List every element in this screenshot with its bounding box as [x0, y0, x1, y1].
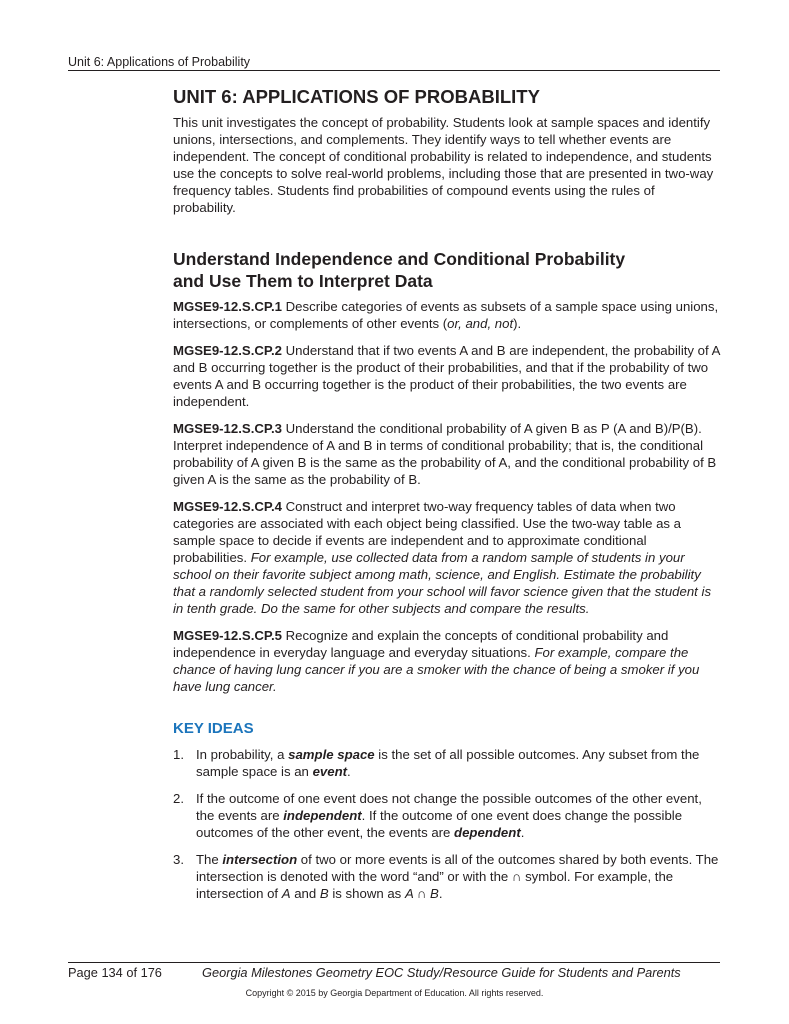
item-text: . — [438, 886, 443, 901]
item-number: 1. — [173, 747, 184, 762]
item-text: In probability, a — [196, 747, 289, 762]
footer-rule — [68, 962, 720, 963]
item-text: and — [290, 886, 320, 901]
item-text: of two or more events is all of the outcomes shared by both events. The intersection is denoted with the word “and” or with the ∩ symbol. For example, the intersection of — [196, 852, 719, 901]
intro-paragraph: This unit investigates the concept of probability. Students look at sample spaces and identify unions, intersections, and complements. They identify ways to tell whether events are independent. The concept of conditional probability is related to independence, and students use the concepts to solve real-world problems, including those that are presented in two-way frequency tables. Students find probabilities of compound events using the rules of probability. — [173, 115, 714, 215]
key-ideas-list — [173, 746, 721, 902]
variable: A — [281, 886, 291, 901]
standard-italic-text: For example, use collected data from a random sample of students in your school on their favorite subject among math, science, and English. Estimate the probability that a randomly selected student from your school will favor science given that the student is in tenth grade. Do the same for other subjects and compare the results. — [173, 550, 712, 616]
standard-code: MGSE9-12.S.CP.2 — [173, 343, 282, 358]
math-expression: A ∩ B — [404, 886, 439, 901]
item-number: 3. — [173, 852, 184, 867]
term-emphasis: intersection — [222, 852, 298, 867]
page-number: Page 134 of 176 — [68, 965, 162, 980]
standard-cp5 — [173, 627, 721, 695]
item-text: The — [196, 852, 223, 867]
standard-code: MGSE9-12.S.CP.1 — [173, 299, 282, 314]
standard-italic-text: or, and, not — [447, 316, 514, 331]
item-text: . If the outcome of one event does change the possible outcomes of the other event, the events are — [196, 808, 683, 840]
standard-text-end: ). — [513, 316, 522, 331]
item-text: is shown as — [328, 886, 405, 901]
item-text: . — [520, 825, 525, 840]
item-text: . — [347, 764, 351, 779]
standard-text: Understand the conditional probability of A given B as P (A and B)/P(B). Interpret independence of A and B in terms of conditional probability; that is, the conditional probability of A given B is the same as the probability of A, and the conditional probability of B given A is the same as the probability of B. — [173, 421, 717, 487]
term-emphasis: independent — [283, 808, 362, 823]
list-item — [173, 746, 721, 780]
main-content — [173, 86, 721, 912]
key-ideas-heading: KEY IDEAS — [173, 720, 254, 737]
section-title-line-1: Understand Independence and Conditional Probability — [173, 249, 626, 269]
standard-text: Describe categories of events as subsets of a sample space using unions, intersections, or complements of other events ( — [173, 299, 719, 331]
term-emphasis: sample space — [288, 747, 375, 762]
standard-code: MGSE9-12.S.CP.4 — [173, 499, 282, 514]
standard-code: MGSE9-12.S.CP.5 — [173, 628, 282, 643]
item-text: is the set of all possible outcomes. Any subset from the sample space is an — [196, 747, 700, 779]
header-rule — [68, 70, 720, 71]
item-number: 2. — [173, 791, 184, 806]
item-text: If the outcome of one event does not change the possible outcomes of the other event, the events are — [196, 791, 702, 823]
standard-text: Understand that if two events A and B are independent, the probability of A and B occurring together is the product of their probabilities, and that if the probability of two events A and B occurring together is the product of their probabilities, the two events are independent. — [173, 343, 720, 409]
copyright: Copyright © 2015 by Georgia Department of Education. All rights reserved. — [245, 988, 544, 998]
standard-text: Recognize and explain the concepts of conditional probability and independence in everyday language and everyday situations. — [173, 628, 669, 660]
standard-cp3 — [173, 420, 721, 488]
variable: B — [319, 886, 329, 901]
term-emphasis: dependent — [454, 825, 521, 840]
standard-cp2 — [173, 342, 721, 410]
standard-italic-text: For example, compare the chance of having lung cancer if you are a smoker with the chance of being a smoker if you have lung cancer. — [173, 645, 700, 694]
footer-title: Georgia Milestones Geometry EOC Study/Resource Guide for Students and Parents — [202, 965, 681, 980]
unit-title: UNIT 6: APPLICATIONS OF PROBABILITY — [173, 86, 540, 107]
section-title-line-2: and Use Them to Interpret Data — [173, 271, 433, 291]
standard-cp4 — [173, 498, 721, 617]
list-item — [173, 851, 721, 902]
term-emphasis: event — [312, 764, 348, 779]
section-title — [173, 248, 721, 292]
standard-cp1 — [173, 298, 721, 332]
running-head: Unit 6: Applications of Probability — [68, 55, 251, 69]
standard-text: Construct and interpret two-way frequency tables of data when two categories are associated with each object being classified. Use the two-way table as a sample space to decide if events are independent and to approximate conditional probabilities. — [173, 499, 681, 565]
list-item — [173, 790, 721, 841]
standard-code: MGSE9-12.S.CP.3 — [173, 421, 282, 436]
